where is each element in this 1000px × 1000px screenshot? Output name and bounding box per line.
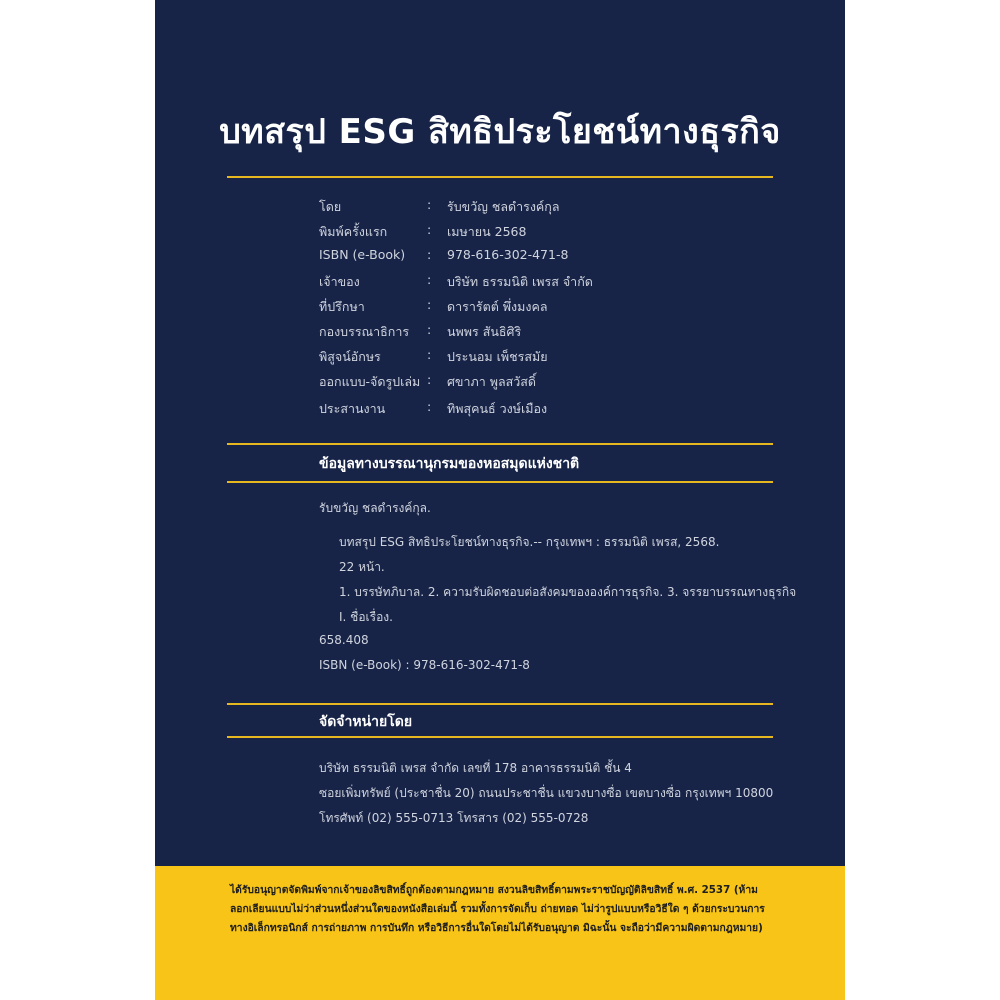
divider	[227, 481, 773, 483]
cataloging-subjects: 1. บรรษัทภิบาล. 2. ความรับผิดชอบต่อสังคมขององค์การธุรกิจ. 3. จรรยาบรรณทางธุรกิจ	[339, 585, 797, 599]
credit-colon: :	[427, 272, 432, 287]
credit-label: ประสานงาน	[319, 401, 386, 416]
credit-colon: :	[427, 347, 432, 362]
cataloging-isbn: ISBN (e-Book) : 978-616-302-471-8	[319, 658, 530, 672]
cataloging-entry: บทสรุป ESG สิทธิประโยชน์ทางธุรกิจ.-- กรุงเทพฯ : ธรรมนิติ เพรส, 2568.	[339, 535, 720, 549]
credit-value: ทิพสุคนธ์ วงษ์เมือง	[447, 401, 548, 416]
book-title: บทสรุป ESG สิทธิประโยชน์ทางธุรกิจ	[219, 112, 781, 152]
credit-value: บริษัท ธรรมนิติ เพรส จำกัด	[447, 274, 593, 289]
credit-value: เมษายน 2568	[447, 224, 527, 239]
distribution-line: ซอยเพิ่มทรัพย์ (ประชาชื่น 20) ถนนประชาชื่น แขวงบางซื่อ เขตบางซื่อ กรุงเทพฯ 10800	[319, 786, 774, 800]
distribution-line: โทรศัพท์ (02) 555-0713 โทรสาร (02) 555-0728	[319, 811, 589, 825]
cataloging-title-entry: I. ชื่อเรื่อง.	[339, 610, 393, 624]
credit-value: รับขวัญ ชลดำรงค์กุล	[447, 199, 560, 214]
copyright-notice: ได้รับอนุญาตจัดพิมพ์จากเจ้าของลิขสิทธิ์ถูกต้องตามกฎหมาย สงวนลิขสิทธิ์ตามพระราชบัญญัติลิขสิทธิ์ พ.ศ. 2537 (ห้ามลอกเลียนแบบไม่ว่าส่วนหนึ่งส่วนใดของหนังสือเล่มนี้ รวมทั้งการจัดเก็บ ถ่ายทอด ไม่ว่ารูปแบบหรือวิธีใด ๆ ด้วยกระบวนการทางอิเล็กทรอนิกส์ การถ่ายภาพ การบันทึก หรือวิธีการอื่นใดโดยไม่ได้รับอนุญาต มิฉะนั้น จะถือว่ามีความผิดตามกฎหมาย)	[230, 884, 765, 934]
cataloging-author: รับขวัญ ชลดำรงค์กุล.	[319, 501, 431, 515]
credit-value: 978-616-302-471-8	[447, 247, 569, 262]
credit-colon: :	[427, 372, 432, 387]
credit-value: ประนอม เพ็ชรสมัย	[447, 349, 548, 364]
divider	[227, 176, 773, 178]
cataloging-pages: 22 หน้า.	[339, 560, 385, 574]
divider	[227, 443, 773, 445]
credit-label: พิมพ์ครั้งแรก	[319, 224, 388, 239]
distribution-line: บริษัท ธรรมนิติ เพรส จำกัด เลขที่ 178 อาคารธรรมนิติ ชั้น 4	[319, 761, 632, 775]
credit-label: ออกแบบ-จัดรูปเล่ม	[319, 374, 421, 389]
copyright-footer	[155, 866, 845, 1000]
credit-label: ที่ปรึกษา	[319, 299, 365, 314]
credit-colon: :	[427, 322, 432, 337]
credit-colon: :	[427, 247, 432, 262]
cataloging-classification: 658.408	[319, 633, 369, 647]
divider	[227, 736, 773, 738]
credit-colon: :	[427, 197, 432, 212]
credit-label: ISBN (e-Book)	[319, 247, 406, 262]
credit-colon: :	[427, 297, 432, 312]
credit-label: กองบรรณาธิการ	[319, 324, 410, 339]
credit-label: โดย	[319, 199, 342, 214]
cataloging-heading: ข้อมูลทางบรรณานุกรมของหอสมุดแห่งชาติ	[319, 456, 580, 472]
credit-colon: :	[427, 222, 432, 237]
divider	[227, 703, 773, 705]
credit-value: ดารารัตต์ พึ่งมงคล	[447, 299, 548, 314]
credit-colon: :	[427, 399, 432, 414]
credit-value: นพพร สันธิศิริ	[447, 324, 522, 339]
credit-label: เจ้าของ	[319, 274, 360, 289]
credit-value: ศขาภา พูลสวัสดิ์	[447, 374, 537, 389]
credit-label: พิสูจน์อักษร	[319, 349, 381, 364]
copyright-page	[155, 0, 845, 1000]
distribution-heading: จัดจำหน่ายโดย	[319, 714, 413, 730]
